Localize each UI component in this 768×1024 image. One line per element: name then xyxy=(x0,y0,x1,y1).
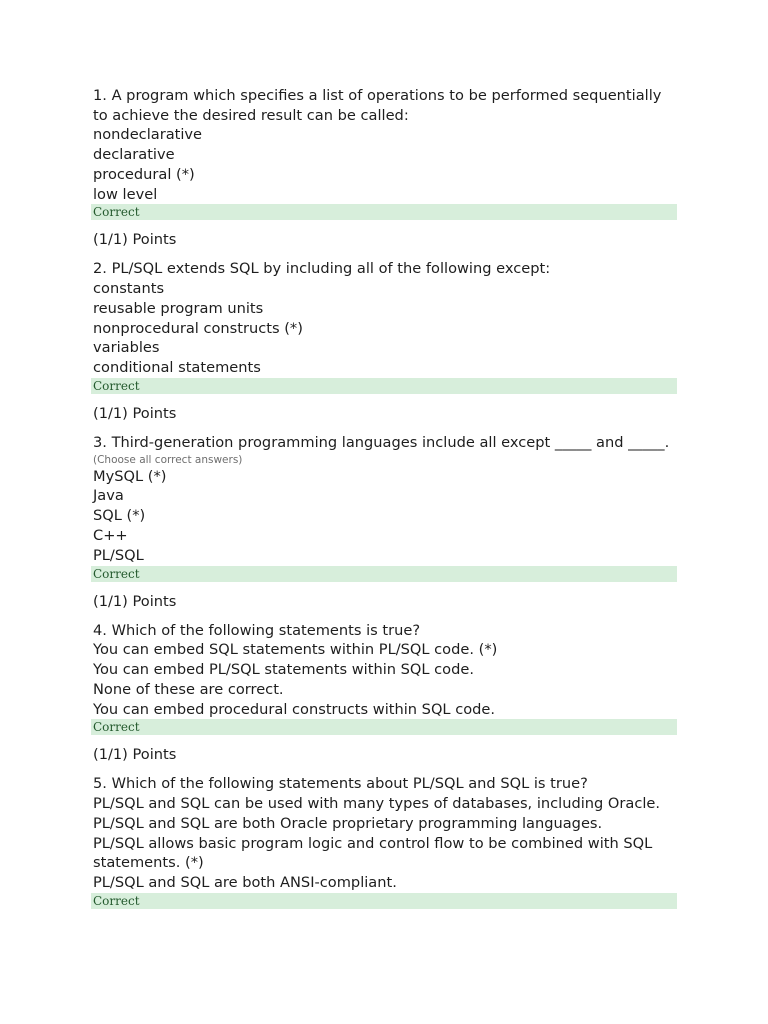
answer-option: PL/SQL allows basic program logic and control flow to be combined with SQL statements. (*) xyxy=(93,834,653,872)
answer-option: variables xyxy=(93,339,160,357)
correct-feedback-bar: Correct xyxy=(91,378,677,394)
answer-option: declarative xyxy=(93,145,175,163)
answer-option: SQL (*) xyxy=(93,507,146,525)
answer-option: PL/SQL and SQL are both ANSI-compliant. xyxy=(93,874,397,892)
question-text: 5. Which of the following statements about PL/SQL and SQL is true? xyxy=(93,775,588,793)
choose-all-hint: (Choose all correct answers) xyxy=(93,453,243,466)
question-text: 1. A program which specifies a list of operations to be performed sequentially to achieve the desired result can be called: xyxy=(93,87,662,124)
answer-option: None of these are correct. xyxy=(93,680,284,698)
answer-option: conditional statements xyxy=(93,359,261,377)
answer-option: MySQL (*) xyxy=(93,467,167,485)
answer-option: You can embed PL/SQL statements within SQL code. xyxy=(93,660,474,678)
question-1 xyxy=(91,86,677,249)
question-4 xyxy=(91,621,677,765)
answer-option: You can embed SQL statements within PL/SQL code. (*) xyxy=(93,641,498,659)
points-score: (1/1) Points xyxy=(93,592,177,610)
answer-option: Java xyxy=(93,487,124,505)
points-score: (1/1) Points xyxy=(93,404,177,422)
question-5 xyxy=(91,774,677,909)
correct-feedback-bar: Correct xyxy=(91,566,677,582)
answer-option: C++ xyxy=(93,526,128,544)
answer-option: procedural (*) xyxy=(93,165,195,183)
answer-option: PL/SQL xyxy=(93,546,144,564)
points-score: (1/1) Points xyxy=(93,746,177,764)
question-text: 3. Third-generation programming languages include all except _____ and _____. xyxy=(93,433,670,451)
answer-option: reusable program units xyxy=(93,299,264,317)
answer-option: constants xyxy=(93,279,165,297)
answer-option: You can embed procedural constructs within SQL code. xyxy=(93,700,496,718)
question-text: 2. PL/SQL extends SQL by including all of the following except: xyxy=(93,260,551,278)
question-3 xyxy=(91,433,677,611)
points-score: (1/1) Points xyxy=(93,231,177,249)
answer-option: nondeclarative xyxy=(93,126,203,144)
answer-option: low level xyxy=(93,185,158,203)
answer-option: PL/SQL and SQL can be used with many types of databases, including Oracle. xyxy=(93,794,661,812)
correct-feedback-bar: Correct xyxy=(91,719,677,735)
correct-feedback-bar: Correct xyxy=(91,893,677,909)
answer-option: nonprocedural constructs (*) xyxy=(93,319,303,337)
correct-feedback-bar: Correct xyxy=(91,204,677,220)
question-text: 4. Which of the following statements is true? xyxy=(93,621,421,639)
answer-option: PL/SQL and SQL are both Oracle proprietary programming languages. xyxy=(93,814,603,832)
question-2 xyxy=(91,259,677,423)
quiz-results xyxy=(91,86,677,909)
